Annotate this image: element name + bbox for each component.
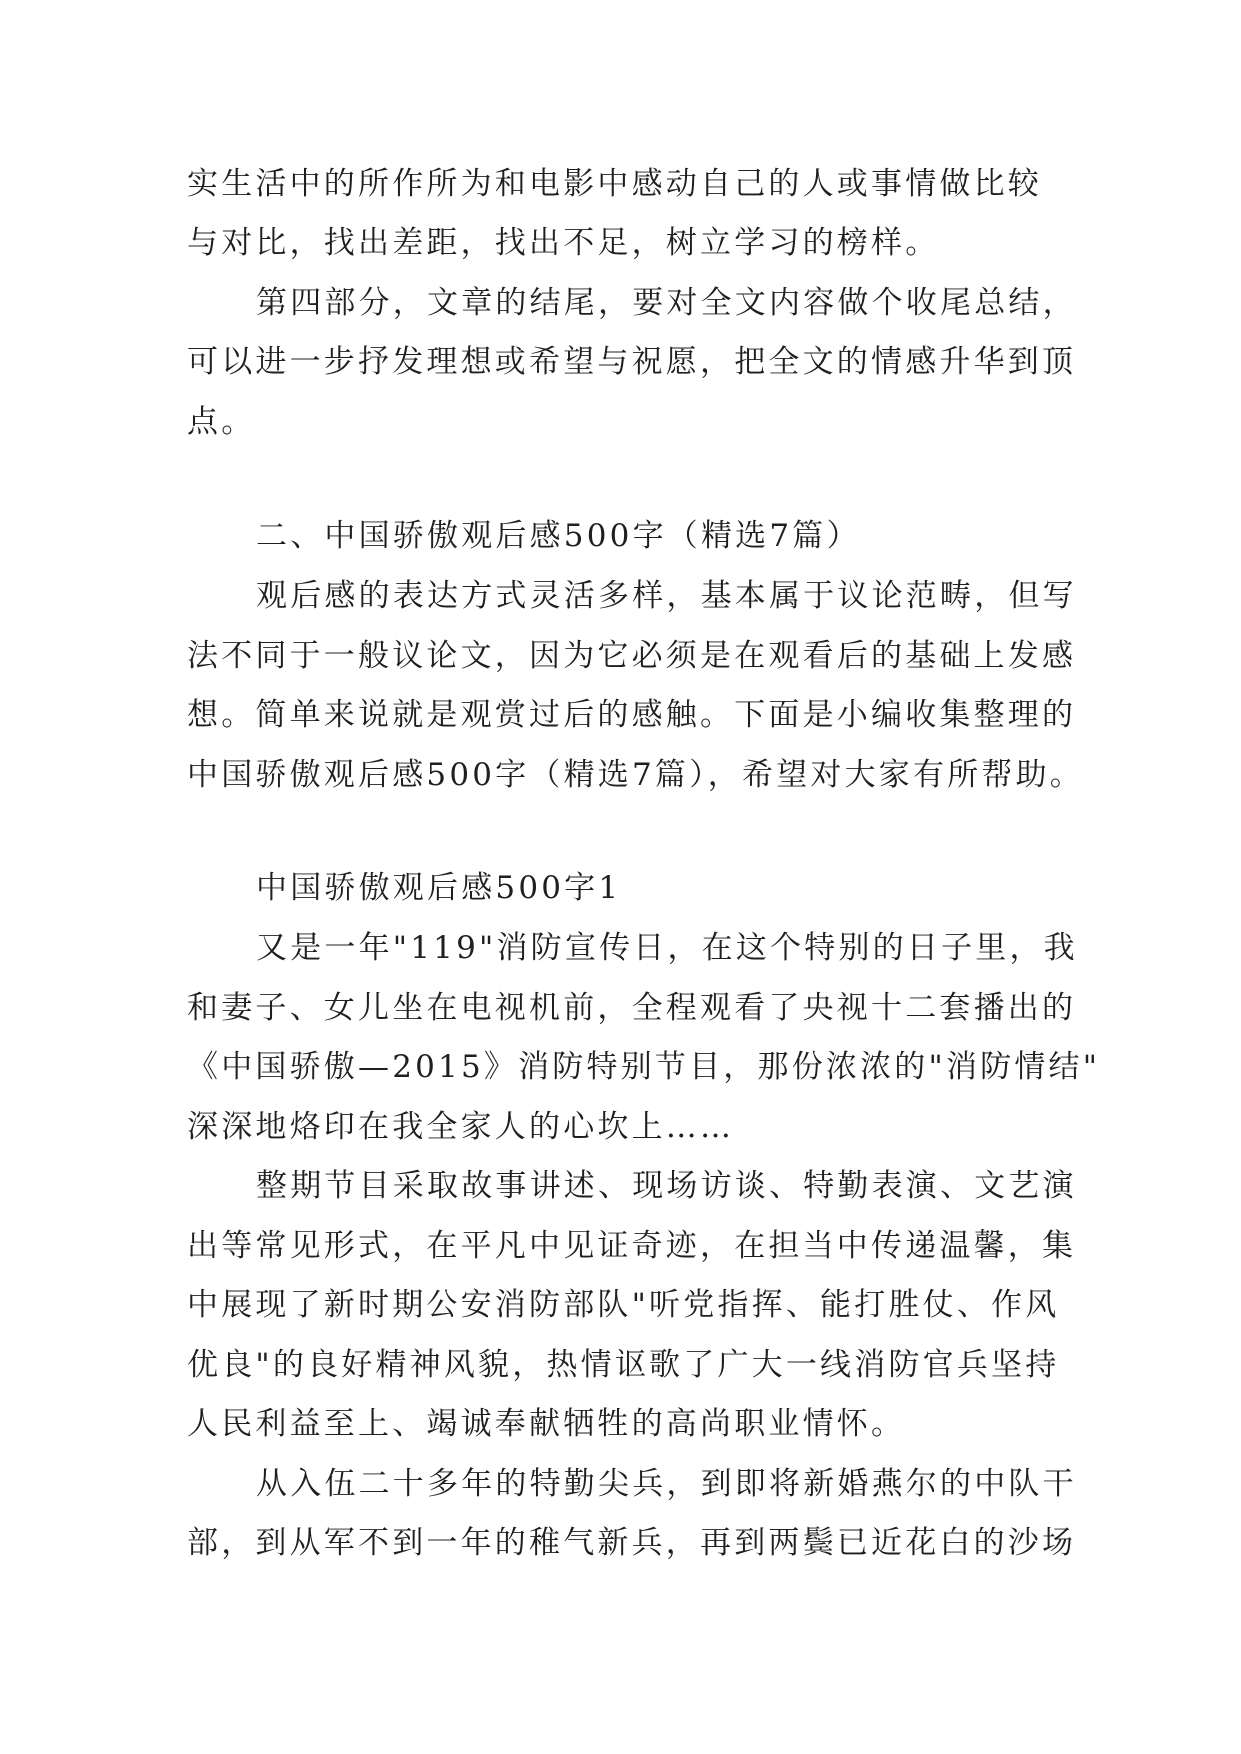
body-text-line: 部，到从军不到一年的稚气新兵，再到两鬓已近花白的沙场 [187,1525,1077,1561]
essay-heading: 中国骄傲观后感500字1 [256,870,622,906]
body-text-line: 点。 [187,404,256,440]
body-text-line: 《中国骄傲—2015》消防特别节目，那份浓浓的"消防情结" [187,1049,1101,1085]
body-text-line: 人民利益至上、竭诚奉献牺牲的高尚职业情怀。 [187,1406,906,1442]
body-text-line: 和妻子、女儿坐在电视机前，全程观看了央视十二套播出的 [187,990,1077,1026]
body-text-line: 实生活中的所作所为和电影中感动自己的人或事情做比较 [187,166,1042,202]
body-text-line: 可以进一步抒发理想或希望与祝愿，把全文的情感升华到顶 [187,344,1077,380]
body-text-line: 出等常见形式，在平凡中见证奇迹，在担当中传递温馨，集 [187,1228,1077,1264]
paragraph-first-line: 又是一年"119"消防宣传日，在这个特别的日子里，我 [256,930,1078,966]
paragraph-first-line: 从入伍二十多年的特勤尖兵，到即将新婚燕尔的中队干 [256,1466,1077,1502]
section-heading: 二、中国骄傲观后感500字（精选7篇） [256,518,861,554]
body-text-line: 中国骄傲观后感500字（精选7篇），希望对大家有所帮助。 [187,757,1084,793]
body-text-line: 深深地烙印在我全家人的心坎上…… [187,1109,735,1145]
paragraph-first-line: 第四部分，文章的结尾，要对全文内容做个收尾总结， [256,285,1077,321]
body-text-line: 优良"的良好精神风貌，热情讴歌了广大一线消防官兵坚持 [187,1347,1060,1383]
paragraph-first-line: 整期节目采取故事讲述、现场访谈、特勤表演、文艺演 [256,1168,1077,1204]
body-text-line: 与对比，找出差距，找出不足，树立学习的榜样。 [187,225,940,261]
paragraph-first-line: 观后感的表达方式灵活多样，基本属于议论范畴，但写 [256,578,1077,614]
body-text-line: 中展现了新时期公安消防部队"听党指挥、能打胜仗、作风 [187,1287,1060,1323]
body-text-line: 法不同于一般议论文，因为它必须是在观看后的基础上发感 [187,638,1077,674]
body-text-line: 想。简单来说就是观赏过后的感触。下面是小编收集整理的 [187,697,1077,733]
